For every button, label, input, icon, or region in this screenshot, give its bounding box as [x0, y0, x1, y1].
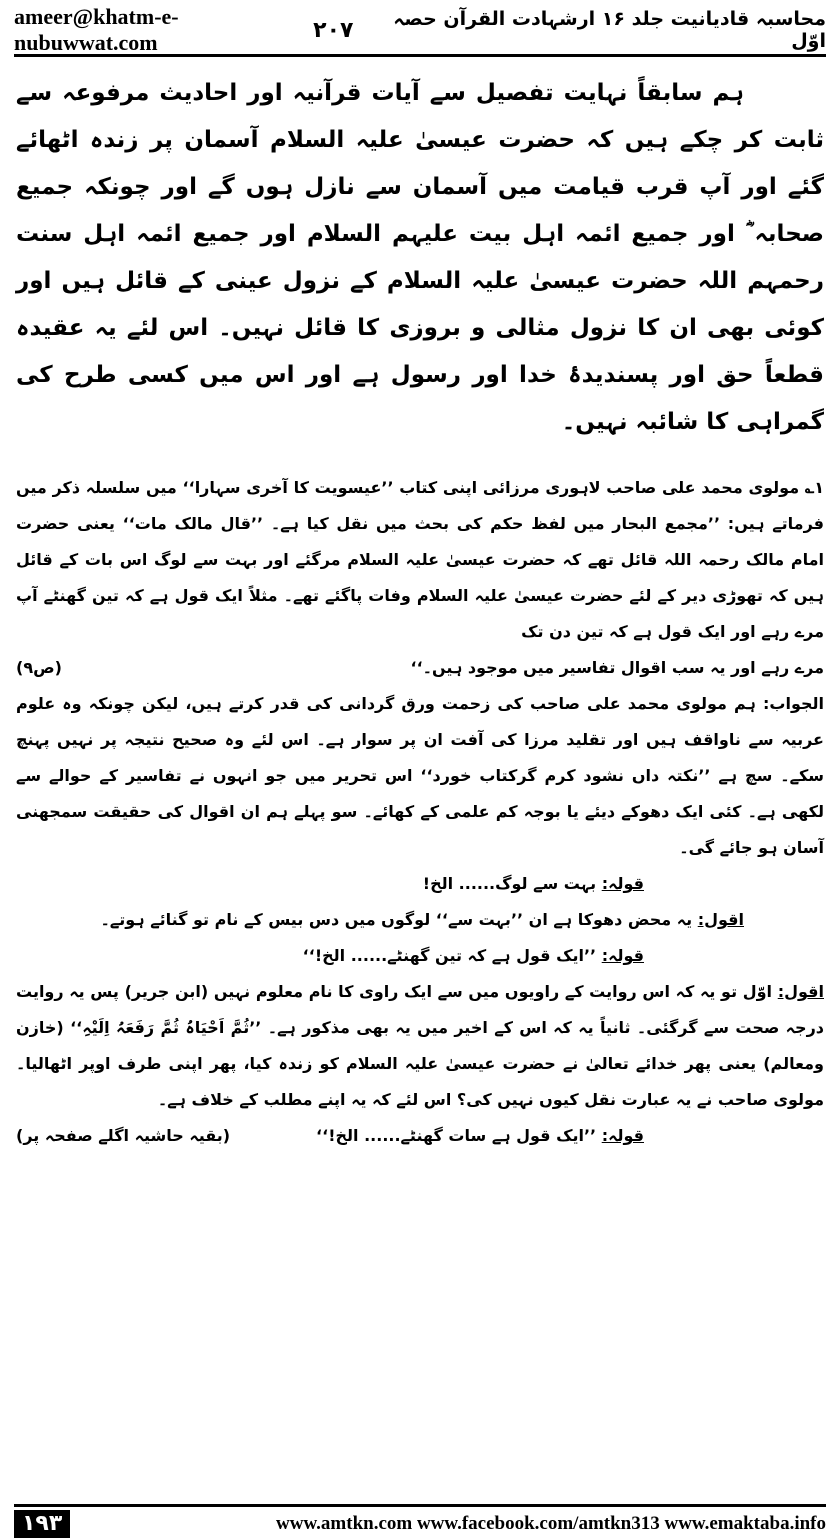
- answer-paragraph: الجواب: ہم مولوی محمد علی صاحب کی زحمت ورق گردانی کی قدر کرتے ہیں، لیکن چونکہ وہ علوم عربیہ سے ناواقف ہیں اور تقلید مرزا کی آفت ان پر سوار ہے۔ اس لئے وہ صحیح نتیجہ پر نہیں پہنچ سکے۔ سچ ہے ’’نکتہ داں نشود کرم گرکتاب خورد‘‘ اس تحریر میں جو انہوں نے تفاسیر کے حوالے سے لکھی ہے۔ کئی ایک دھوکے دیئے یا بوجہ کم علمی کے کھائے۔ سو پہلے ہم ان اقوال کی حقیقت سمجھنی آسان ہو جائے گی۔: [16, 694, 824, 857]
- header-page-number: ۲۰۷: [313, 17, 354, 43]
- reply-2-text: اوّل تو یہ کہ اس روایت کے راویوں میں سے ایک راوی کا نام معلوم نہیں (ابن جریر) پس یہ روایت درجہ صحت سے گرگئی۔ ثانیاً یہ کہ اس کے اخیر میں یہ بھی مذکور ہے۔ ’’ثُمَّ اَحْیَاہُ ثُمَّ رَفَعَہُ اِلَیْہِ‘‘ (خازن ومعالم) یعنی پھر خدائے تعالیٰ نے حضرت عیسیٰ علیہ السلام کو زندہ کیا، پھر اپنی طرف اوپر اٹھالیا۔ مولوی صاحب نے یہ عبارت نقل کیوں نہیں کی؟ اس لئے کہ یہ اپنے مطلب کے خلاف ہے۔: [16, 982, 824, 1109]
- header-email: ameer@khatm-e-nubuwwat.com: [14, 4, 179, 55]
- main-text: [16, 70, 824, 446]
- quote-3-text: ’’ایک قول ہے سات گھنٹے...... الخ!‘‘: [316, 1126, 597, 1145]
- footnote-reference: (ص۹): [16, 658, 62, 677]
- footnote-paragraph-1-end: مرے رہے اور یہ سب اقوال تفاسیر میں موجود ہیں۔‘‘: [410, 658, 824, 677]
- continued-note: (بقیہ حاشیہ اگلے صفحہ پر): [16, 1126, 231, 1145]
- footer-page-number: ۱۹۳: [14, 1510, 70, 1538]
- main-paragraph: ہم سابقاً نہایت تفصیل سے آیات قرآنیہ اور احادیث مرفوعہ سے ثابت کر چکے ہیں کہ حضرت عیسیٰ علیہ السلام آسمان پر زندہ اٹھائے گئے اور آپ قرب قیامت میں آسمان سے نازل ہوں گے اور چونکہ جمیع صحابہ ؓ اور جمیع ائمہ اہل بیت علیہم السلام اور جمیع ائمہ اہل سنت رحمہم اللہ حضرت عیسیٰ علیہ السلام کے نزول عینی کے قائل ہیں اور کوئی بھی ان کا نزول مثالی و بروزی کا قائل نہیں۔ اس لئے یہ عقیدہ قطعاً حق اور پسندیدۂ خدا اور رسول ہے اور اس میں کسی طرح کی گمراہی کا شائبہ نہیں۔: [16, 80, 824, 435]
- last-quote-line: [16, 1118, 824, 1154]
- quote-3-label: قولہ:: [601, 1126, 644, 1145]
- footnote-paragraph-1: ۱؎ مولوی محمد علی صاحب لاہوری مرزائی اپنی کتاب ’’عیسویت کا آخری سہارا‘‘ میں سلسلہ ذکر میں فرماتے ہیں: ’’مجمع البحار میں لفظ حکم کی بحث میں نقل کیا ہے۔ ’’قال مالک مات‘‘ یعنی حضرت امام مالک رحمہ اللہ قائل تھے کہ حضرت عیسیٰ علیہ السلام مرگئے اور بہت سے لوگ اس بات کے قائل ہیں کہ تھوڑی دیر کے لئے حضرت عیسیٰ علیہ السلام وفات پاگئے تھے۔ مثلاً ایک قول ہے کہ تین گھنٹے آپ مرے رہے اور ایک قول ہے کہ تین دن تک: [16, 478, 824, 641]
- quote-1-label: قولہ:: [601, 874, 644, 893]
- quote-2-label: قولہ:: [601, 946, 644, 965]
- reply-1-text: یہ محض دھوکا ہے ان ’’بہت سے‘‘ لوگوں میں دس بیس کے نام تو گنائے ہوتے۔: [100, 910, 693, 929]
- reply-1-label: اقول:: [697, 910, 744, 929]
- reply-1: [16, 902, 824, 938]
- page-header: [14, 6, 826, 57]
- quote-3: [316, 1118, 824, 1154]
- reply-2-label: اقول:: [777, 982, 824, 1001]
- reply-2: [16, 974, 824, 1118]
- quote-1-text: بہت سے لوگ...... الخ!: [422, 874, 597, 893]
- page-footer: [14, 1504, 826, 1539]
- header-title: محاسبہ قادیانیت جلد ۱۶ ارشہادت القرآن حصہ اوّل: [393, 8, 826, 52]
- footnote-section: [16, 470, 824, 1154]
- quote-2-text: ’’ایک قول ہے کہ تین گھنٹے...... الخ!‘‘: [302, 946, 597, 965]
- footer-links[interactable]: www.amtkn.com www.facebook.com/amtkn313 www.emaktaba.info: [276, 1513, 826, 1534]
- quote-1: [16, 866, 824, 902]
- header-title-group: [313, 8, 826, 52]
- quote-2: [16, 938, 824, 974]
- footnote-line-with-ref: [16, 650, 824, 686]
